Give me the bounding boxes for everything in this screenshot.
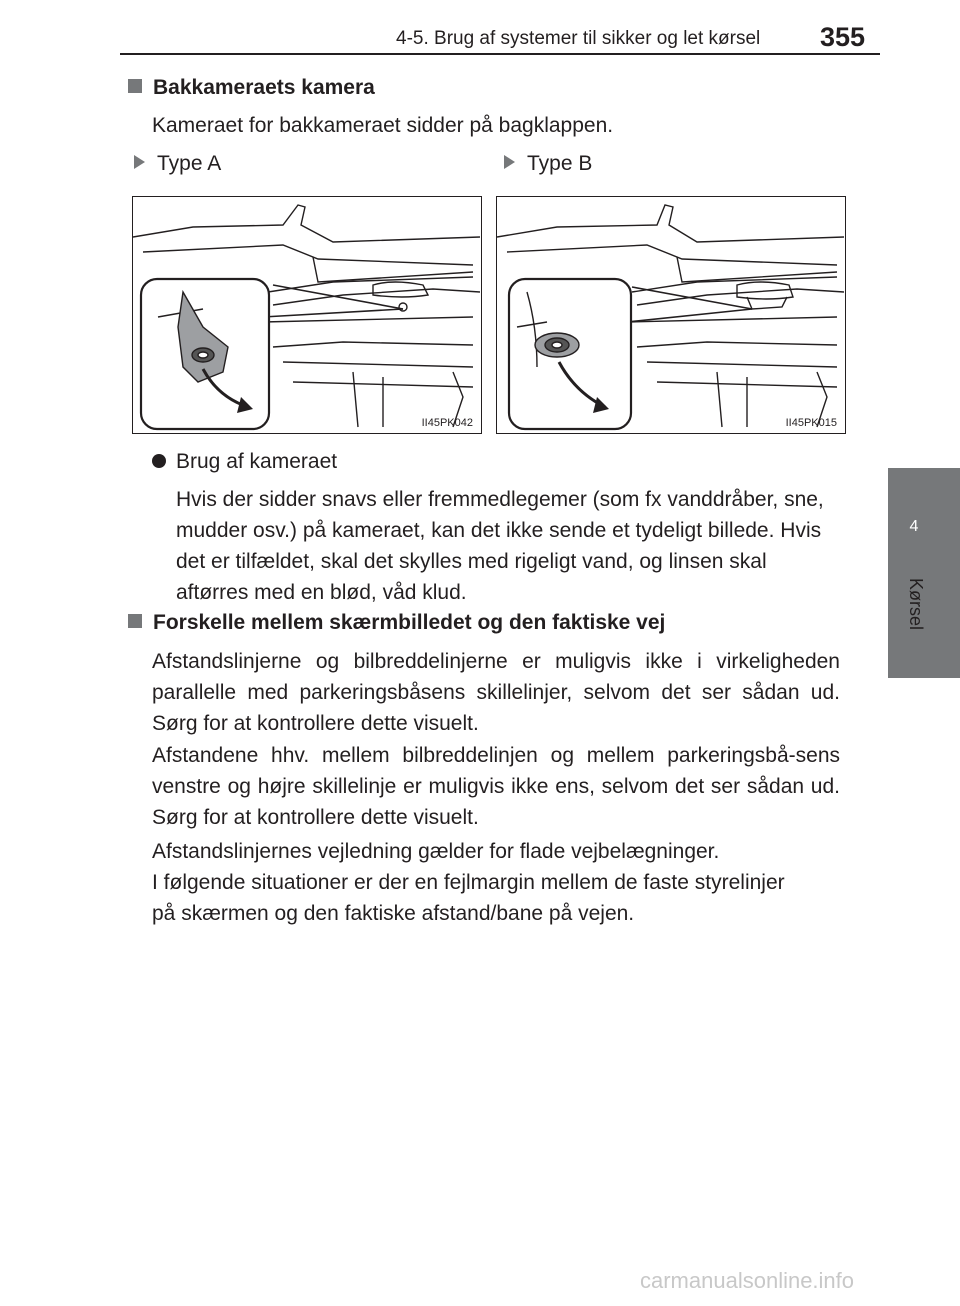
type-b-text: Type B (527, 152, 593, 175)
differences-para-1: Afstandslinjerne og bilbreddelinjerne er muligvis ikke i virkeligheden parallelle med parkeringsbåsens skillelinjer, selvom det ser sådan ud. Sørg for at kontrollere dette visuelt. (152, 650, 840, 735)
bullet-title: Brug af kameraet (176, 450, 338, 473)
chapter-label: Kørsel (906, 578, 926, 631)
square-bullet-icon (128, 79, 142, 93)
watermark: carmanualsonline.info (640, 1268, 855, 1293)
chapter-label-wrap (888, 578, 940, 638)
chapter-tab (888, 468, 960, 678)
type-b-label (504, 152, 592, 176)
differences-para-2: Afstandene hhv. mellem bilbreddelinjen og mellem parkeringsbå-sens venstre og højre skillelinje er muligvis ikke ens, selvom det ser sådan ud. Sørg for at kontrollere dette visuelt. (152, 744, 840, 829)
type-a-text: Type A (157, 152, 222, 175)
tailgate-camera-illustration-a (133, 197, 480, 432)
triangle-bullet-icon (504, 155, 515, 169)
figure-code-b: II45PK015 (785, 417, 837, 429)
bullet-text: Hvis der sidder snavs eller fremmedlegemer (som fx vanddråber, sne, mudder osv.) på kameraet, kan det ikke sende et tydeligt billede. Hvis det er tilfældet, skal det skylles med rigeligt vand, og linsen skal aftørres med en blød, våd klud. (176, 488, 824, 604)
page-number: 355 (820, 22, 866, 52)
para-3-line-1: Afstandslinjernes vejledning gælder for flade vejbelægninger. (152, 840, 720, 863)
page-header (0, 0, 960, 60)
tailgate-camera-illustration-b (497, 197, 844, 432)
para-3-line-2: I følgende situationer er der en fejlmargin mellem de faste styrelinjer på skærmen og den faktiske afstand/bane på vejen. (152, 871, 785, 925)
section-heading-camera (128, 76, 375, 100)
differences-para-3 (152, 836, 840, 929)
figure-code-a: II45PK042 (421, 417, 473, 429)
heading-text: Bakkameraets kamera (153, 76, 375, 99)
section-heading-differences (128, 611, 665, 635)
type-a-label (134, 152, 221, 176)
round-bullet-icon (152, 454, 166, 468)
bullet-heading (152, 450, 337, 474)
figure-type-a (132, 196, 482, 434)
figure-type-b (496, 196, 846, 434)
triangle-bullet-icon (134, 155, 145, 169)
header-rule (120, 53, 880, 55)
camera-intro: Kameraet for bakkameraet sidder på bagklappen. (152, 114, 614, 137)
heading-text: Forskelle mellem skærmbilledet og den faktiske vej (153, 611, 666, 634)
square-bullet-icon (128, 614, 142, 628)
chapter-number: 4 (909, 518, 919, 535)
section-title: 4-5. Brug af systemer til sikker og let kørsel (396, 28, 761, 49)
